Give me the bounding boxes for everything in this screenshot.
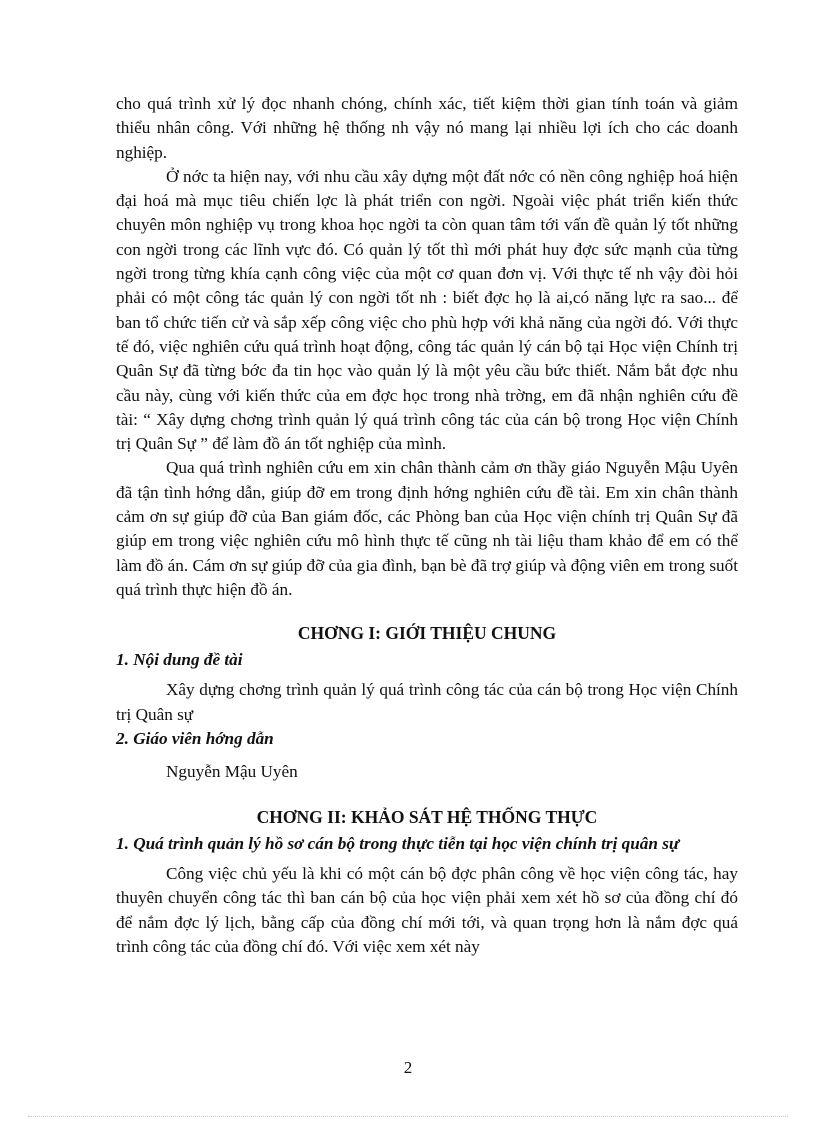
section-2-1-text: Công việc chủ yếu là khi có một cán bộ đợc phân công về học viện công tác, hay thuyên chuyển công tác thì ban cán bộ của học viện phải xem xét hồ sơ của đồng chí đó để nắm đợc lý lịch, bằng cấp của đồng chí mới tới, và quan trọng hơn là nắm đợc quá trình công tác của đồng chí đó. Với việc xem xét này — [116, 864, 738, 957]
section-1-1-text: Xây dựng chơng trình quản lý quá trình công tác của cán bộ trong Học viện Chính trị Quân sự — [116, 680, 738, 724]
document-page — [116, 92, 738, 959]
paragraph-intro-continuation: cho quá trình xử lý đọc nhanh chóng, chính xác, tiết kiệm thời gian tính toán và giảm thiểu nhân công. Với những hệ thống nh vậy nó mang lại nhiều lợi ích cho các doanh nghiệp. — [116, 94, 738, 162]
section-1-2-title: 2. Giáo viên hớng dẫn — [116, 728, 274, 748]
paragraph-context: Ở nớc ta hiện nay, với nhu cầu xây dựng một đất nớc có nền công nghiệp hoá hiện đại hoá mà mục tiêu chiến lợc là phát triển con ngời. Ngoài việc phát triển kiến thức chuyên môn nghiệp vụ trong khoa học ngời ta còn quan tâm tới vấn đề quản lý tốt những con ngời trong các lĩnh vực đó. Có quản lý tốt thì mới phát huy đợc sức mạnh của từng ngời trong từng khía cạnh công việc của một cơ quan đơn vị. Với thực tế nh vậy đòi hỏi phải có một công tác quản lý con ngời tốt nh : biết đợc họ là ai,có năng lực ra sao... để ban tổ chức tiến cử và sắp xếp công việc cho phù hợp với khả năng của ngời đó. Với thực tế đó, việc nghiên cứu quá trình hoạt động, công tác quản lý cán bộ tại Học viện Chính trị Quân Sự đã từng bớc đa tin học vào quản lý là một yêu cầu bức thiết. Nắm bắt đợc nhu cầu này, cùng với kiến thức của em đợc học trong nhà trờng, em đã nhận nghiên cứu đề tài: “ Xây dựng chơng trình quản lý quá trình công tác của cán bộ trong Học viện Chính trị Quân Sự ” để làm đồ án tốt nghiệp của mình. — [116, 166, 738, 454]
chapter-2-title: CHƠNG II: KHẢO SÁT HỆ THỐNG THỰC — [256, 807, 598, 828]
paragraph-acknowledgements: Qua quá trình nghiên cứu em xin chân thành cảm ơn thầy giáo Nguyễn Mậu Uyên đã tận tình hớng dẫn, giúp đỡ em trong định hớng nghiên cứu đề tài. Em xin chân thành cảm ơn sự giúp đỡ của Ban giám đốc, các Phòng ban của Học viện chính trị Quân Sự đã giúp em trong việc nghiên cứu mô hình thực tế cũng nh tài liệu tham khảo để em có thể làm đồ án. Cám ơn sự giúp đỡ của gia đình, bạn bè đã trợ giúp và động viên em trong suốt quá trình thực hiện đồ án. — [116, 458, 738, 599]
chapter-1-title: CHƠNG I: GIỚI THIỆU CHUNG — [297, 623, 557, 644]
section-1-1-title: 1. Nội dung đề tài — [116, 650, 243, 670]
section-2-1-title: 1. Quá trình quản lý hồ sơ cán bộ trong thực tiễn tại học viện chính trị quân sự — [116, 834, 680, 854]
page-bottom-divider — [28, 1116, 788, 1117]
section-1-2-text: Nguyễn Mậu Uyên — [166, 761, 298, 781]
page-number: 2 — [403, 1058, 413, 1077]
